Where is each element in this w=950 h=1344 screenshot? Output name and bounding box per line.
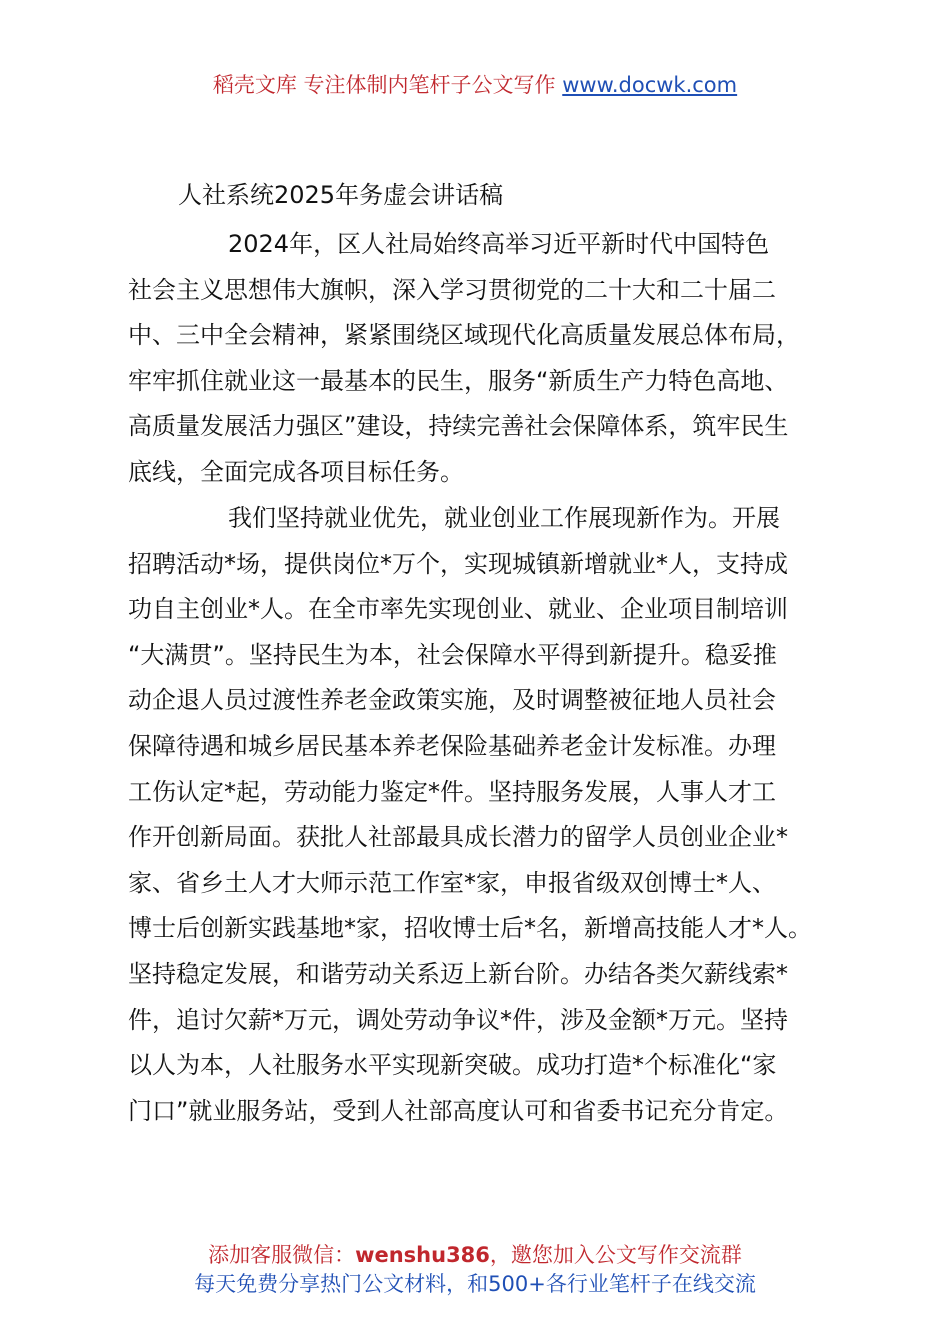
header-website-link[interactable]: www.docwk.com xyxy=(562,73,738,97)
paragraph-line: 中、三中全会精神，紧紧围绕区域现代化高质量发展总体布局， xyxy=(128,321,800,350)
paragraph-line: 我们坚持就业优先，就业创业工作展现新作为。开展 xyxy=(228,504,780,532)
footer-share-line: 每天免费分享热门公文材料，和500+各行业笔杆子在线交流 xyxy=(194,1272,756,1296)
paragraph-line: 门口”就业服务站，受到人社部高度认可和省委书记充分肯定。 xyxy=(128,1096,789,1125)
paragraph-1 xyxy=(128,222,840,496)
paragraph-line: 工伤认定*起，劳动能力鉴定*件。坚持服务发展，人事人才工 xyxy=(128,777,776,806)
paragraph-line: 动企退人员过渡性养老金政策实施，及时调整被征地人员社会 xyxy=(128,686,776,715)
paragraph-line: 2024年，区人社局始终高举习近平新时代中国特色 xyxy=(228,230,770,258)
paragraph-line: 坚持稳定发展，和谐劳动关系迈上新台阶。办结各类欠薪线索* xyxy=(128,959,788,988)
footer-wechat-line xyxy=(0,1240,950,1270)
paragraph-line: 底线，全面完成各项目标任务。 xyxy=(128,457,464,486)
document-title: 人社系统2025年务虚会讲话稿 xyxy=(178,181,504,209)
paragraph-line: 高质量发展活力强区”建设，持续完善社会保障体系，筑牢民生 xyxy=(128,412,789,441)
paragraph-line: 作开创新局面。获批人社部最具成长潜力的留学人员创业企业* xyxy=(128,823,788,852)
paragraph-line: 招聘活动*场，提供岗位*万个，实现城镇新增就业*人，支持成 xyxy=(128,549,788,578)
paragraph-line: 社会主义思想伟大旗帜，深入学习贯彻党的二十大和二十届二 xyxy=(128,275,776,304)
footer-wechat-prefix: 添加客服微信： xyxy=(208,1243,356,1267)
paragraph-line: 功自主创业*人。在全市率先实现创业、就业、企业项目制培训 xyxy=(128,595,788,624)
paragraph-line: “大满贯”。坚持民生为本，社会保障水平得到新提升。稳妥推 xyxy=(128,640,777,669)
paragraph-line: 家、省乡土人才大师示范工作室*家，申报省级双创博士*人、 xyxy=(128,868,776,897)
paragraph-line: 博士后创新实践基地*家，招收博士后*名，新增高技能人才*人。 xyxy=(128,914,812,943)
paragraph-line: 以人为本，人社服务水平实现新突破。成功打造*个标准化“家 xyxy=(128,1051,777,1080)
header-brand-text: 稻壳文库 专注体制内笔杆子公文写作 xyxy=(212,73,556,97)
footer-wechat-suffix: ，邀您加入公文写作交流群 xyxy=(489,1243,742,1267)
paragraph-line: 保障待遇和城乡居民基本养老保险基础养老金计发标准。办理 xyxy=(128,731,776,760)
footer-wechat-id: wenshu386 xyxy=(355,1243,490,1267)
paragraph-line: 牢牢抓住就业这一最基本的民生，服务“新质生产力特色高地、 xyxy=(128,366,789,395)
paragraph-line: 件，追讨欠薪*万元，调处劳动争议*件，涉及金额*万元。坚持 xyxy=(128,1005,788,1034)
paragraph-2 xyxy=(128,496,840,1134)
header-banner xyxy=(0,70,950,100)
